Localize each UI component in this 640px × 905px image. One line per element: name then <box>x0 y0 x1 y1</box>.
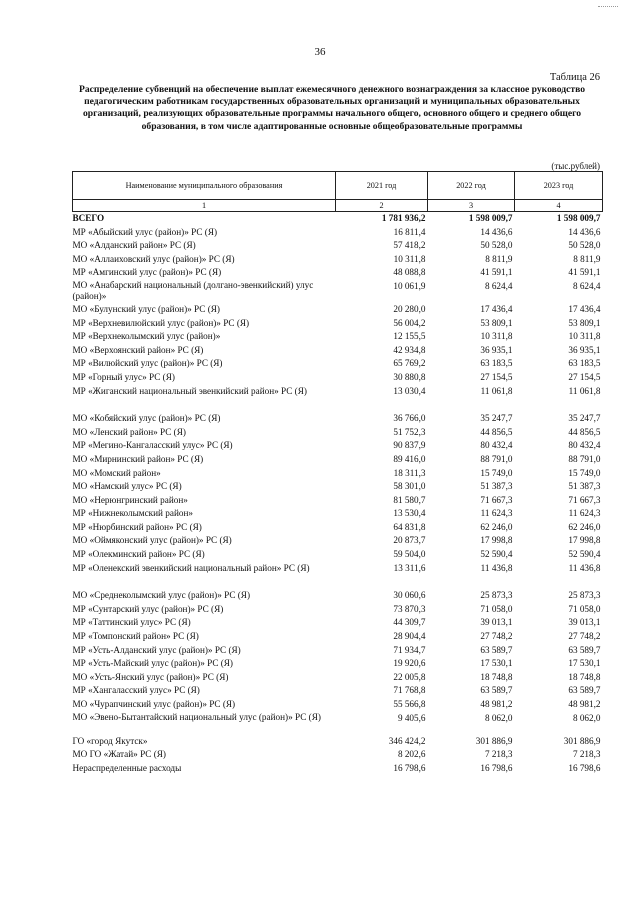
value-2023: 10 311,8 <box>568 331 601 342</box>
table-row <box>73 762 603 776</box>
row-name: ГО «город Якутск» <box>72 735 148 746</box>
value-2021: 65 769,2 <box>393 358 426 369</box>
row-name: МО «Булунский улус (район)» РС (Я) <box>72 303 220 314</box>
row-name: МО «Аллаиховский улус (район)» РС (Я) <box>72 253 235 264</box>
value-2022: 10 311,8 <box>480 331 513 342</box>
value-2023: 17 436,4 <box>568 303 601 314</box>
row-name: МР «Верхнеколымский улус (район)» <box>72 331 221 342</box>
row-name: МО «Верхоянский район» РС (Я) <box>72 344 204 355</box>
row-name: МР «Сунтарский улус (район)» РС (Я) <box>72 603 224 614</box>
row-name: МО «Анабарский национальный (долгано-эвенкийский) улус (район)» <box>72 279 314 302</box>
value-2022: 1 598 009,7 <box>468 213 513 223</box>
row-name: МО «Момский район» <box>72 467 161 478</box>
value-2022: 41 591,1 <box>480 267 513 278</box>
value-2022: 88 791,0 <box>480 453 513 464</box>
value-2023: 62 246,0 <box>568 521 601 532</box>
table-row <box>73 562 603 576</box>
table-row <box>73 344 603 358</box>
value-2022: 50 528,0 <box>480 240 513 251</box>
value-2022: 15 749,0 <box>480 467 513 478</box>
value-2021: 71 934,7 <box>393 644 426 655</box>
table-row <box>73 735 603 749</box>
value-2022: 8 624,4 <box>484 280 513 291</box>
value-2023: 88 791,0 <box>568 453 601 464</box>
value-2023: 25 873,3 <box>568 590 601 601</box>
value-2022: 18 748,8 <box>480 671 513 682</box>
table-row <box>73 748 603 762</box>
value-2022: 8 062,0 <box>484 712 513 723</box>
value-2022: 48 981,2 <box>480 699 513 709</box>
header-index-2: 2 <box>336 200 428 212</box>
table-row <box>73 253 603 267</box>
group-spacer <box>73 575 603 589</box>
value-2022: 35 247,7 <box>480 413 513 424</box>
value-2023: 53 809,1 <box>568 317 601 328</box>
table-row <box>73 371 603 385</box>
value-2022: 16 798,6 <box>480 762 513 773</box>
value-2023: 17 530,1 <box>568 658 601 669</box>
value-2023: 17 998,8 <box>568 535 601 546</box>
row-name: МО ГО «Жатай» РС (Я) <box>72 749 166 760</box>
table-row <box>73 657 603 671</box>
table-body <box>73 212 603 776</box>
table-row <box>73 357 603 371</box>
value-2023: 51 387,3 <box>568 481 601 492</box>
table-row <box>73 507 603 521</box>
row-name: МР «Оленекский эвенкийский национальный район» РС (Я) <box>72 562 310 573</box>
table-row <box>73 453 603 467</box>
value-2021: 13 311,6 <box>393 562 426 573</box>
value-2023: 18 748,8 <box>568 671 601 682</box>
value-2023: 71 058,0 <box>568 603 601 614</box>
header-2022: 2022 год <box>428 172 515 200</box>
value-2021: 57 418,2 <box>393 240 426 251</box>
total-row <box>73 212 603 226</box>
value-2022: 80 432,4 <box>480 440 513 451</box>
table-row <box>73 671 603 685</box>
value-2021: 30 060,6 <box>393 590 426 601</box>
spacer-cell <box>73 575 603 589</box>
value-2021: 73 870,3 <box>393 603 426 614</box>
value-2023: 11 061,8 <box>568 385 601 396</box>
value-2021: 18 311,3 <box>393 467 426 478</box>
table-row <box>73 426 603 440</box>
value-2021: 55 566,8 <box>393 699 426 709</box>
row-name: МР «Жиганский национальный эвенкийский район» РС (Я) <box>72 385 307 396</box>
value-2021: 44 309,7 <box>393 617 426 628</box>
row-name: МР «Абыйский улус (район)» РС (Я) <box>72 226 218 237</box>
value-2021: 16 811,4 <box>393 226 426 237</box>
value-2021: 10 061,9 <box>393 280 426 291</box>
value-2021: 56 004,2 <box>393 317 426 328</box>
value-2023: 8 811,9 <box>573 253 601 264</box>
row-name: МО «Нерюнгринский район» <box>72 494 188 505</box>
table-row <box>73 548 603 562</box>
value-2023: 50 528,0 <box>568 240 601 251</box>
table-row <box>73 467 603 481</box>
value-2023: 301 886,9 <box>563 735 601 746</box>
row-name: ВСЕГО <box>72 213 105 223</box>
value-2021: 48 088,8 <box>393 267 426 278</box>
value-2022: 44 856,5 <box>480 426 513 437</box>
value-2023: 1 598 009,7 <box>556 213 601 223</box>
units-label: (тыс.рублей) <box>551 161 600 171</box>
row-name: МО «Намский улус» РС (Я) <box>72 481 182 492</box>
row-name: МР «Верхневилюйский улус (район)» РС (Я) <box>72 317 250 328</box>
value-2021: 30 880,8 <box>393 371 426 382</box>
header-index-1: 1 <box>73 200 336 212</box>
value-2021: 28 904,4 <box>393 631 426 642</box>
value-2023: 63 589,7 <box>568 644 601 655</box>
value-2023: 71 667,3 <box>568 494 601 505</box>
row-name: Нераспределенные расходы <box>72 762 182 773</box>
value-2023: 7 218,3 <box>572 749 601 760</box>
table-row <box>73 698 603 712</box>
table-row <box>73 589 603 603</box>
table-row <box>73 266 603 280</box>
row-name: МО «Ленский район» РС (Я) <box>72 426 186 437</box>
value-2022: 14 436,6 <box>480 226 513 237</box>
row-name: МР «Усть-Алданский улус (район)» РС (Я) <box>72 644 241 655</box>
table-row <box>73 684 603 698</box>
value-2023: 27 748,2 <box>568 631 601 642</box>
value-2021: 64 831,8 <box>393 521 426 532</box>
row-name: МР «Горный улус» РС (Я) <box>72 371 175 382</box>
value-2023: 14 436,6 <box>568 226 601 237</box>
header-2021: 2021 год <box>336 172 428 200</box>
group-spacer <box>73 398 603 412</box>
row-name: МР «Томпонский район» РС (Я) <box>72 631 199 642</box>
value-2023: 11 436,8 <box>568 562 601 573</box>
value-2021: 59 504,0 <box>393 549 426 560</box>
value-2021: 89 416,0 <box>393 453 426 464</box>
value-2022: 17 998,8 <box>480 535 513 546</box>
value-2022: 27 748,2 <box>480 631 513 642</box>
row-name: МО «Алданский район» РС (Я) <box>72 240 196 251</box>
row-name: МО «Чурапчинский улус (район)» РС (Я) <box>72 699 236 709</box>
header-row <box>73 172 603 200</box>
value-2023: 15 749,0 <box>568 467 601 478</box>
spacer-cell <box>73 398 603 412</box>
header-2023: 2023 год <box>515 172 603 200</box>
row-name: МР «Хангаласский улус» РС (Я) <box>72 685 200 696</box>
value-2023: 8 062,0 <box>572 712 601 723</box>
table-row <box>73 712 603 735</box>
row-name: МР «Вилюйский улус (район)» РС (Я) <box>72 358 223 369</box>
value-2022: 11 624,3 <box>480 508 513 519</box>
value-2021: 19 920,6 <box>393 658 426 669</box>
table-row <box>73 603 603 617</box>
value-2021: 71 768,8 <box>393 685 426 696</box>
value-2023: 27 154,5 <box>568 371 601 382</box>
value-2022: 8 811,9 <box>485 253 513 264</box>
table-row <box>73 239 603 253</box>
value-2022: 52 590,4 <box>480 549 513 560</box>
value-2021: 13 530,4 <box>393 508 426 519</box>
value-2023: 44 856,5 <box>568 426 601 437</box>
table-row <box>73 226 603 240</box>
value-2023: 11 624,3 <box>568 508 601 519</box>
table-row <box>73 412 603 426</box>
row-name: МР «Олекминский район» РС (Я) <box>72 549 205 560</box>
row-name: МР «Нижнеколымский район» <box>72 508 193 519</box>
value-2023: 48 981,2 <box>568 699 601 709</box>
value-2023: 36 935,1 <box>568 344 601 355</box>
value-2021: 13 030,4 <box>393 385 426 396</box>
table-row <box>73 317 603 331</box>
value-2021: 20 873,7 <box>393 535 426 546</box>
value-2022: 301 886,9 <box>475 735 513 746</box>
row-name: МР «Мегино-Кангаласский улус» РС (Я) <box>72 440 233 451</box>
table-title: Распределение субвенций на обеспечение выплат ежемесячного денежного вознаграждения за классное руководство педагогическим работникам государственных образовательных организаций и муниципальных образовательных организаций, реализующих образовательные программы начального общего, основного общего и среднего общего образования, в том числе адаптированные основные общеобразовательные программы <box>78 84 586 132</box>
value-2021: 10 311,8 <box>393 253 426 264</box>
row-name: МО «Оймяконский улус (район)» РС (Я) <box>72 535 232 546</box>
value-2021: 20 280,0 <box>393 303 426 314</box>
value-2022: 71 058,0 <box>480 603 513 614</box>
value-2022: 63 589,7 <box>480 685 513 696</box>
value-2022: 51 387,3 <box>480 481 513 492</box>
value-2021: 22 005,8 <box>393 671 426 682</box>
value-2022: 17 436,4 <box>480 303 513 314</box>
value-2022: 17 530,1 <box>480 658 513 669</box>
row-name: МО «Кобяйский улус (район)» РС (Я) <box>72 413 221 424</box>
table-row <box>73 494 603 508</box>
row-name: МР «Таттинский улус» РС (Я) <box>72 617 191 628</box>
value-2023: 8 624,4 <box>572 280 601 291</box>
value-2021: 58 301,0 <box>393 481 426 492</box>
value-2022: 62 246,0 <box>480 521 513 532</box>
corner-mark <box>598 6 618 7</box>
value-2022: 11 436,8 <box>480 562 513 573</box>
table-row <box>73 616 603 630</box>
row-name: МО «Эвено-Бытантайский национальный улус (район)» РС (Я) <box>72 711 321 722</box>
value-2023: 39 013,1 <box>568 617 601 628</box>
value-2022: 25 873,3 <box>480 590 513 601</box>
table-row <box>73 630 603 644</box>
value-2023: 16 798,6 <box>568 762 601 773</box>
value-2021: 16 798,6 <box>393 762 426 773</box>
value-2022: 63 183,5 <box>480 358 513 369</box>
value-2022: 11 061,8 <box>480 385 513 396</box>
value-2021: 12 155,5 <box>393 331 426 342</box>
row-name: МР «Амгинский улус (район)» РС (Я) <box>72 267 222 278</box>
page-number: 36 <box>314 46 326 58</box>
value-2023: 63 183,5 <box>568 358 601 369</box>
value-2023: 63 589,7 <box>568 685 601 696</box>
row-name: МР «Нюрбинский район» РС (Я) <box>72 521 202 532</box>
value-2022: 27 154,5 <box>480 371 513 382</box>
header-index-row <box>73 200 603 212</box>
value-2022: 36 935,1 <box>480 344 513 355</box>
table-row <box>73 280 603 303</box>
row-name: МО «Мирнинский район» РС (Я) <box>72 453 204 464</box>
table-label: Таблица 26 <box>549 72 600 83</box>
value-2021: 8 202,6 <box>397 749 426 760</box>
value-2021: 90 837,9 <box>393 440 426 451</box>
value-2021: 36 766,0 <box>393 413 426 424</box>
row-name: МО «Усть-Янский улус (район)» РС (Я) <box>72 671 229 682</box>
table-row <box>73 480 603 494</box>
value-2022: 7 218,3 <box>484 749 513 760</box>
value-2021: 9 405,6 <box>397 712 426 723</box>
header-index-4: 4 <box>515 200 603 212</box>
value-2021: 81 580,7 <box>393 494 426 505</box>
value-2023: 35 247,7 <box>568 413 601 424</box>
value-2021: 51 752,3 <box>393 426 426 437</box>
value-2022: 71 667,3 <box>480 494 513 505</box>
table-row <box>73 534 603 548</box>
value-2022: 39 013,1 <box>480 617 513 628</box>
table-row <box>73 644 603 658</box>
header-name: Наименование муниципального образования <box>73 172 336 200</box>
table-row <box>73 385 603 399</box>
subsidy-table <box>72 171 603 775</box>
table-row <box>73 303 603 317</box>
table-row <box>73 330 603 344</box>
table-row <box>73 521 603 535</box>
row-name: МО «Среднеколымский улус (район)» РС (Я) <box>72 590 250 601</box>
value-2022: 63 589,7 <box>480 644 513 655</box>
header-index-3: 3 <box>428 200 515 212</box>
value-2023: 80 432,4 <box>568 440 601 451</box>
value-2022: 53 809,1 <box>480 317 513 328</box>
table-row <box>73 439 603 453</box>
value-2021: 42 934,8 <box>393 344 426 355</box>
value-2021: 1 781 936,2 <box>381 213 426 223</box>
row-name: МР «Усть-Майский улус (район)» РС (Я) <box>72 658 233 669</box>
value-2023: 41 591,1 <box>568 267 601 278</box>
value-2021: 346 424,2 <box>388 735 426 746</box>
value-2023: 52 590,4 <box>568 549 601 560</box>
